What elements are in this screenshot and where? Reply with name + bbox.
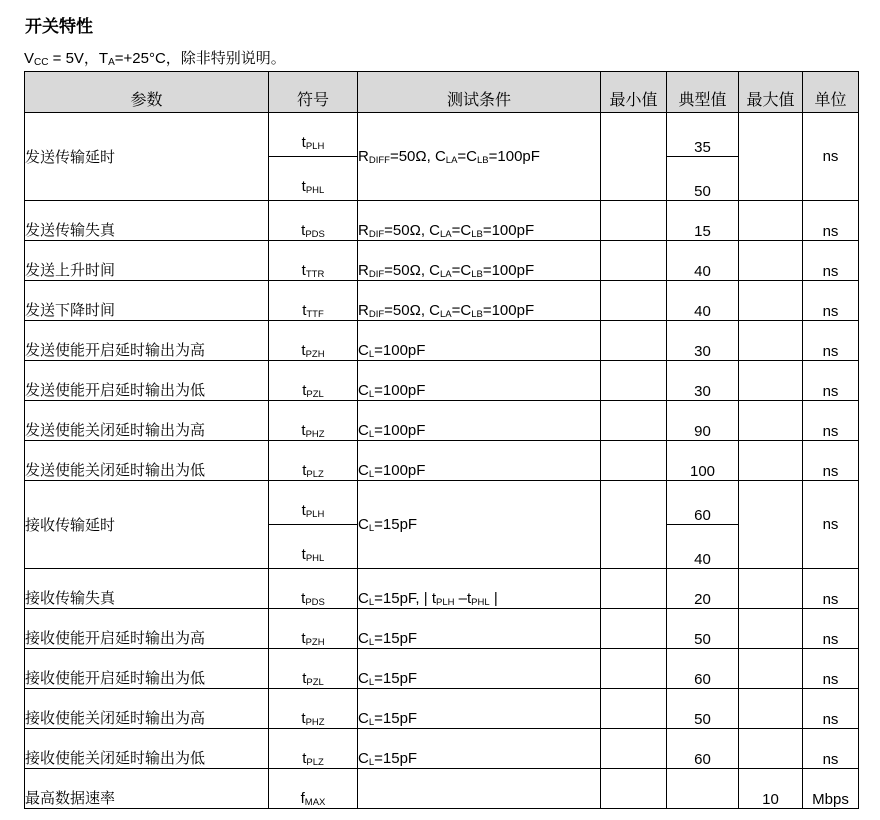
typ-cell: 60	[667, 729, 739, 769]
condition-subscript: LB	[471, 309, 483, 320]
param-cell: 接收使能开启延时输出为高	[25, 609, 269, 649]
condition-text: =15pF	[374, 630, 418, 647]
table-row	[25, 321, 859, 361]
symbol-base: t	[301, 546, 306, 563]
min-cell	[601, 401, 667, 441]
symbol-cell	[269, 401, 358, 441]
min-cell	[601, 201, 667, 241]
symbol-cell	[269, 157, 358, 201]
condition-cell	[358, 689, 601, 729]
vcc-subscript: CC	[34, 57, 49, 68]
condition-text: C	[358, 670, 369, 687]
unit-cell: ns	[803, 321, 859, 361]
typ-cell: 40	[667, 241, 739, 281]
unit-cell: ns	[803, 441, 859, 481]
table-row	[25, 241, 859, 281]
condition-subscript: DIFF	[368, 154, 390, 166]
header-max: 最大值	[739, 72, 803, 113]
condition-text: =C	[451, 222, 472, 239]
symbol-cell	[269, 361, 358, 401]
min-cell	[601, 361, 667, 401]
unit-cell: ns	[803, 201, 859, 241]
symbol-base: t	[301, 502, 306, 519]
condition-cell	[358, 201, 601, 241]
unit-cell: ns	[803, 689, 859, 729]
max-cell	[739, 441, 803, 481]
symbol-base: t	[301, 630, 306, 647]
symbol-cell	[269, 201, 358, 241]
condition-subscript: LB	[477, 154, 489, 166]
symbol-subscript: PLZ	[306, 469, 324, 480]
typ-cell: 30	[667, 321, 739, 361]
condition-subscript: PHL	[471, 597, 490, 608]
condition-subscript: LA	[439, 269, 452, 280]
symbol-subscript: PLH	[305, 509, 325, 520]
header-unit: 单位	[803, 72, 859, 113]
unit-cell: ns	[803, 401, 859, 441]
condition-subscript: L	[368, 522, 375, 534]
condition-text: R	[358, 147, 369, 165]
condition-text: =100pF	[374, 462, 426, 479]
max-cell	[739, 361, 803, 401]
symbol-cell	[269, 525, 358, 569]
test-conditions-note	[24, 47, 286, 68]
symbol-base: f	[300, 790, 305, 807]
condition-text: C	[358, 382, 369, 399]
condition-text: =50Ω, C	[384, 222, 440, 239]
unit-cell: ns	[803, 609, 859, 649]
unit-cell: ns	[803, 113, 859, 201]
symbol-subscript: PZH	[305, 349, 325, 360]
ta-value: =+25°C，除非特别说明。	[114, 50, 286, 67]
typ-cell: 50	[667, 157, 739, 201]
unit-cell: ns	[803, 361, 859, 401]
unit-cell: ns	[803, 649, 859, 689]
symbol-subscript: PHZ	[305, 717, 325, 728]
symbol-subscript: TTR	[305, 269, 325, 280]
symbol-subscript: TTF	[306, 309, 324, 320]
condition-text: C	[358, 422, 369, 439]
header-typ: 典型值	[667, 72, 739, 113]
condition-text: =100pF	[482, 222, 535, 239]
typ-cell: 15	[667, 201, 739, 241]
typ-cell: 90	[667, 401, 739, 441]
max-cell	[739, 281, 803, 321]
symbol-subscript: PHL	[305, 553, 325, 564]
condition-subscript: DIF	[368, 269, 385, 280]
param-cell: 接收传输失真	[25, 569, 269, 609]
condition-subscript: L	[368, 349, 375, 360]
unit-cell: ns	[803, 241, 859, 281]
param-cell: 发送使能开启延时输出为高	[25, 321, 269, 361]
condition-text: C	[358, 590, 369, 607]
min-cell	[601, 441, 667, 481]
table-header-row	[25, 72, 859, 113]
condition-text: R	[358, 262, 369, 279]
typ-cell	[667, 769, 739, 809]
condition-text: =15pF, | t	[374, 590, 436, 607]
condition-text: =100pF	[482, 302, 535, 319]
condition-text: =15pF	[374, 515, 418, 533]
condition-text: R	[358, 302, 369, 319]
unit-cell: ns	[803, 481, 859, 569]
symbol-subscript: PLH	[305, 141, 325, 152]
table-row	[25, 649, 859, 689]
condition-text: C	[358, 630, 369, 647]
condition-text: –t	[454, 590, 472, 607]
condition-cell	[358, 441, 601, 481]
symbol-subscript: PHZ	[305, 429, 325, 440]
switching-characteristics-table	[24, 71, 859, 809]
min-cell	[601, 649, 667, 689]
condition-text: C	[358, 710, 369, 727]
condition-text: C	[358, 342, 369, 359]
header-param: 参数	[25, 72, 269, 113]
table-row	[25, 769, 859, 809]
symbol-base: t	[302, 750, 307, 767]
ta-subscript: A	[108, 57, 115, 68]
condition-cell	[358, 281, 601, 321]
symbol-cell	[269, 729, 358, 769]
typ-cell: 20	[667, 569, 739, 609]
param-cell: 发送下降时间	[25, 281, 269, 321]
symbol-base: t	[302, 462, 307, 479]
typ-cell: 50	[667, 689, 739, 729]
condition-text: =15pF	[374, 670, 418, 687]
symbol-base: t	[301, 342, 306, 359]
symbol-cell	[269, 649, 358, 689]
ta-symbol: T	[98, 50, 109, 67]
symbol-cell	[269, 241, 358, 281]
symbol-base: t	[302, 670, 307, 687]
min-cell	[601, 281, 667, 321]
unit-cell: ns	[803, 281, 859, 321]
condition-text: C	[358, 462, 369, 479]
param-cell: 接收使能关闭延时输出为低	[25, 729, 269, 769]
condition-subscript: L	[368, 637, 375, 648]
condition-subscript: DIF	[368, 229, 385, 240]
condition-subscript: L	[368, 717, 375, 728]
param-cell: 发送使能开启延时输出为低	[25, 361, 269, 401]
condition-cell	[358, 321, 601, 361]
condition-text: =50Ω, C	[389, 147, 446, 165]
symbol-base: t	[301, 178, 306, 195]
header-condition: 测试条件	[358, 72, 601, 113]
table-row	[25, 201, 859, 241]
param-cell: 发送上升时间	[25, 241, 269, 281]
condition-cell	[358, 361, 601, 401]
condition-subscript: L	[368, 389, 375, 400]
condition-text: =C	[451, 262, 472, 279]
symbol-base: t	[302, 302, 307, 319]
condition-subscript: LA	[439, 229, 452, 240]
symbol-subscript: PDS	[305, 229, 325, 240]
table-row	[25, 729, 859, 769]
condition-text: =50Ω, C	[384, 262, 440, 279]
condition-subscript: LB	[471, 229, 483, 240]
condition-text: =C	[457, 147, 477, 165]
symbol-subscript: MAX	[304, 797, 326, 808]
min-cell	[601, 769, 667, 809]
param-cell: 发送传输延时	[25, 113, 269, 201]
vcc-value: = 5V，	[48, 50, 99, 67]
max-cell	[739, 401, 803, 441]
symbol-cell	[269, 113, 358, 157]
max-cell	[739, 241, 803, 281]
max-cell	[739, 609, 803, 649]
condition-text: =C	[451, 302, 472, 319]
symbol-subscript: PZL	[306, 389, 324, 400]
typ-cell: 60	[667, 649, 739, 689]
condition-cell	[358, 729, 601, 769]
typ-cell: 50	[667, 609, 739, 649]
condition-text: =50Ω, C	[384, 302, 440, 319]
max-cell	[739, 729, 803, 769]
condition-subscript: LB	[471, 269, 483, 280]
symbol-subscript: PDS	[305, 597, 325, 608]
table-row	[25, 689, 859, 729]
symbol-cell	[269, 441, 358, 481]
vcc-symbol: V	[24, 50, 35, 67]
typ-cell: 100	[667, 441, 739, 481]
condition-subscript: L	[368, 757, 375, 768]
table-row	[25, 609, 859, 649]
table-body	[25, 113, 859, 809]
condition-text: =100pF	[488, 147, 540, 165]
min-cell	[601, 481, 667, 569]
typ-cell: 35	[667, 113, 739, 157]
symbol-cell	[269, 281, 358, 321]
symbol-base: t	[301, 134, 306, 151]
min-cell	[601, 689, 667, 729]
symbol-base: t	[301, 422, 306, 439]
symbol-subscript: PZH	[305, 637, 325, 648]
condition-subscript: L	[368, 677, 375, 688]
param-cell: 发送传输失真	[25, 201, 269, 241]
typ-cell: 30	[667, 361, 739, 401]
symbol-base: t	[302, 382, 307, 399]
condition-text: =100pF	[374, 342, 426, 359]
param-cell: 最高数据速率	[25, 769, 269, 809]
symbol-base: t	[301, 262, 306, 279]
condition-text: =100pF	[482, 262, 535, 279]
condition-subscript: LA	[439, 309, 452, 320]
table-row	[25, 113, 859, 157]
min-cell	[601, 113, 667, 201]
typ-cell: 40	[667, 281, 739, 321]
table-row	[25, 481, 859, 525]
min-cell	[601, 569, 667, 609]
max-cell: 10	[739, 769, 803, 809]
header-symbol: 符号	[269, 72, 358, 113]
symbol-cell	[269, 769, 358, 809]
symbol-cell	[269, 481, 358, 525]
max-cell	[739, 201, 803, 241]
max-cell	[739, 649, 803, 689]
symbol-subscript: PLZ	[306, 757, 324, 768]
table-row	[25, 441, 859, 481]
condition-subscript: L	[368, 429, 375, 440]
param-cell: 接收传输延时	[25, 481, 269, 569]
condition-cell	[358, 241, 601, 281]
symbol-subscript: PZL	[306, 677, 324, 688]
condition-subscript: PLH	[436, 597, 455, 608]
condition-text: =15pF	[374, 750, 418, 767]
condition-cell	[358, 481, 601, 569]
condition-text: =100pF	[374, 382, 426, 399]
min-cell	[601, 729, 667, 769]
param-cell: 接收使能关闭延时输出为高	[25, 689, 269, 729]
param-cell: 发送使能关闭延时输出为低	[25, 441, 269, 481]
condition-cell	[358, 401, 601, 441]
param-cell: 接收使能开启延时输出为低	[25, 649, 269, 689]
symbol-base: t	[301, 222, 306, 239]
condition-text: =100pF	[374, 422, 426, 439]
max-cell	[739, 689, 803, 729]
condition-subscript: L	[368, 469, 375, 480]
symbol-cell	[269, 689, 358, 729]
max-cell	[739, 321, 803, 361]
condition-text: R	[358, 222, 369, 239]
symbol-cell	[269, 321, 358, 361]
condition-subscript: LA	[445, 154, 458, 166]
max-cell	[739, 113, 803, 201]
unit-cell: Mbps	[803, 769, 859, 809]
condition-text: C	[358, 515, 369, 533]
section-title: 开关特性	[25, 17, 93, 37]
unit-cell: ns	[803, 729, 859, 769]
min-cell	[601, 241, 667, 281]
condition-text: =15pF	[374, 710, 418, 727]
max-cell	[739, 481, 803, 569]
condition-cell	[358, 569, 601, 609]
symbol-subscript: PHL	[305, 185, 325, 196]
condition-text: |	[489, 590, 498, 607]
unit-cell: ns	[803, 569, 859, 609]
typ-cell: 60	[667, 481, 739, 525]
symbol-cell	[269, 609, 358, 649]
typ-cell: 40	[667, 525, 739, 569]
max-cell	[739, 569, 803, 609]
table-row	[25, 361, 859, 401]
table-row	[25, 569, 859, 609]
condition-cell	[358, 113, 601, 201]
condition-cell	[358, 769, 601, 809]
header-min: 最小值	[601, 72, 667, 113]
table-row	[25, 401, 859, 441]
param-cell: 发送使能关闭延时输出为高	[25, 401, 269, 441]
condition-subscript: DIF	[368, 309, 385, 320]
symbol-base: t	[301, 710, 306, 727]
table-row	[25, 281, 859, 321]
condition-cell	[358, 609, 601, 649]
condition-subscript: L	[368, 597, 375, 608]
symbol-base: t	[301, 590, 306, 607]
condition-cell	[358, 649, 601, 689]
symbol-cell	[269, 569, 358, 609]
min-cell	[601, 609, 667, 649]
min-cell	[601, 321, 667, 361]
condition-text: C	[358, 750, 369, 767]
